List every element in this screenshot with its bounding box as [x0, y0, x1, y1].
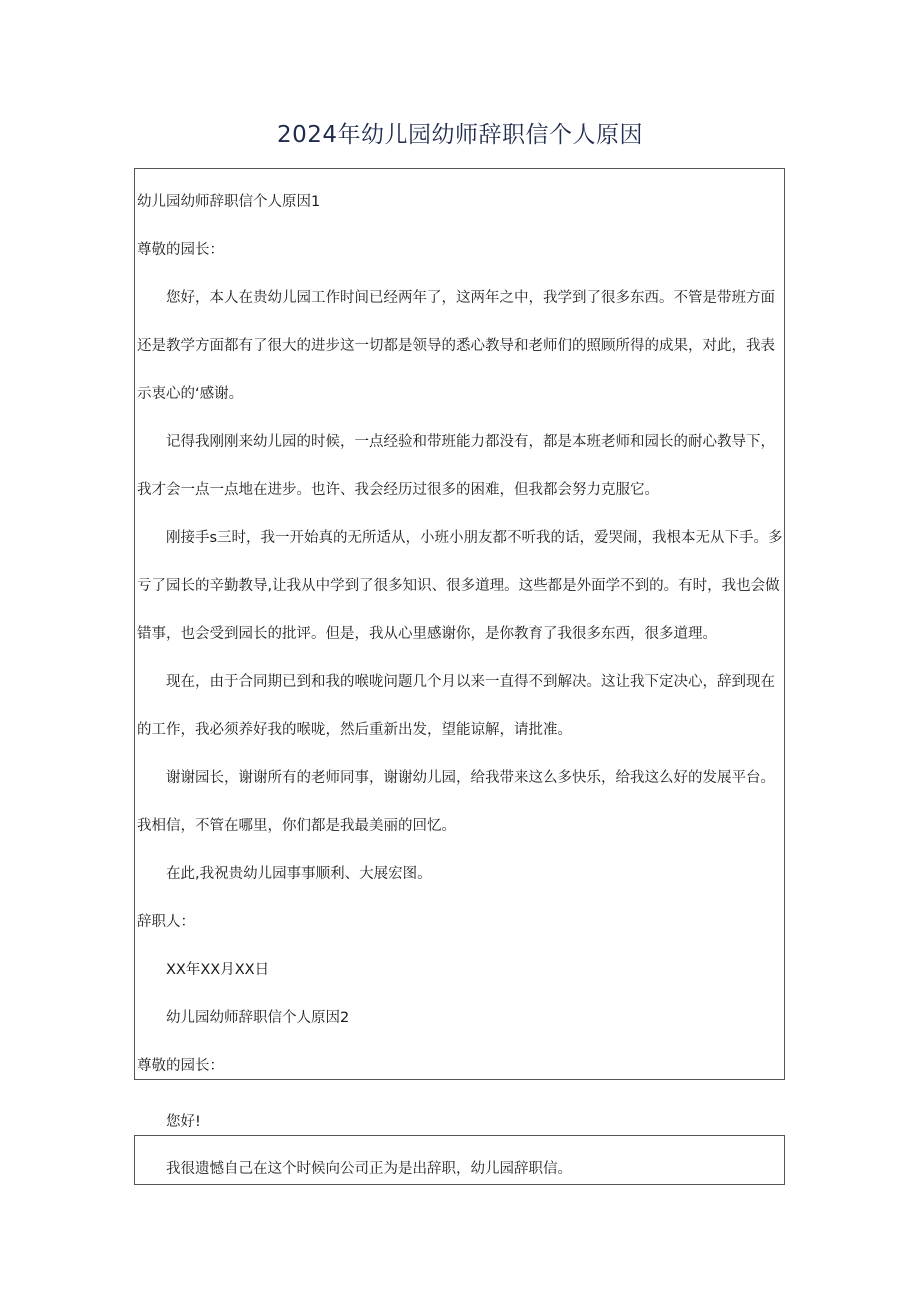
paragraph-line: 谢谢园长，谢谢所有的老师同事，谢谢幼儿园，给我带来这么多快乐，给我这么好的发展平台。 [166, 770, 775, 786]
paragraph-line: 我相信，不管在哪里，你们都是我最美丽的回忆。 [137, 818, 456, 834]
document-title: 2024年幼儿园幼师辞职信个人原因 [276, 122, 644, 148]
paragraph-line: 刚接手s三时，我一开始真的无所适从，小班小朋友都不听我的话，爱哭闹，我根本无从下手。多 [166, 530, 783, 546]
salutation: 尊敬的园长： [137, 242, 224, 258]
section-heading-1: 幼儿园幼师辞职信个人原因1 [137, 194, 321, 210]
paragraph-line: 还是教学方面都有了很大的进步这一切都是领导的悉心教导和老师们的照顾所得的成果，对此，我表 [137, 338, 775, 354]
salutation: 尊敬的园长： [137, 1058, 224, 1074]
paragraph-line: 的工作，我必须养好我的喉咙，然后重新出发，望能谅解，请批准。 [137, 722, 572, 738]
paragraph-line: 现在，由于合同期已到和我的喉咙问题几个月以来一直得不到解决。这让我下定决心，辞到现在 [166, 674, 775, 690]
paragraph-line: 我才会一点一点地在进步。也许、我会经历过很多的困难，但我都会努力克服它。 [137, 482, 659, 498]
paragraph-line: 示衷心的‘感谢。 [137, 386, 244, 402]
paragraph-line: 您好，本人在贵幼儿园工作时间已经两年了，这两年之中，我学到了很多东西。不管是带班方面 [166, 290, 775, 306]
closing-wish: 在此,我祝贵幼儿园事事顺利、大展宏图。 [166, 866, 432, 882]
paragraph-line: 我很遗憾自己在这个时候向公司正为是出辞职，幼儿园辞职信。 [166, 1161, 572, 1177]
signature-label: 辞职人： [137, 914, 195, 930]
greeting: 您好! [166, 1114, 201, 1130]
paragraph-line: 记得我刚刚来幼儿园的时候，一点经验和带班能力都没有，都是本班老师和园长的耐心教导下， [166, 434, 775, 450]
date-line: XX年XX月XX日 [166, 962, 270, 978]
paragraph-line: 错事，也会受到园长的批评。但是，我从心里感谢你，是你教育了我很多东西，很多道理。 [137, 626, 717, 642]
paragraph-line: 亏了园长的辛勤教导,让我从中学到了很多知识、很多道理。这些都是外面学不到的。有时，我也会做 [137, 578, 780, 594]
section-heading-2: 幼儿园幼师辞职信个人原因2 [166, 1010, 350, 1026]
